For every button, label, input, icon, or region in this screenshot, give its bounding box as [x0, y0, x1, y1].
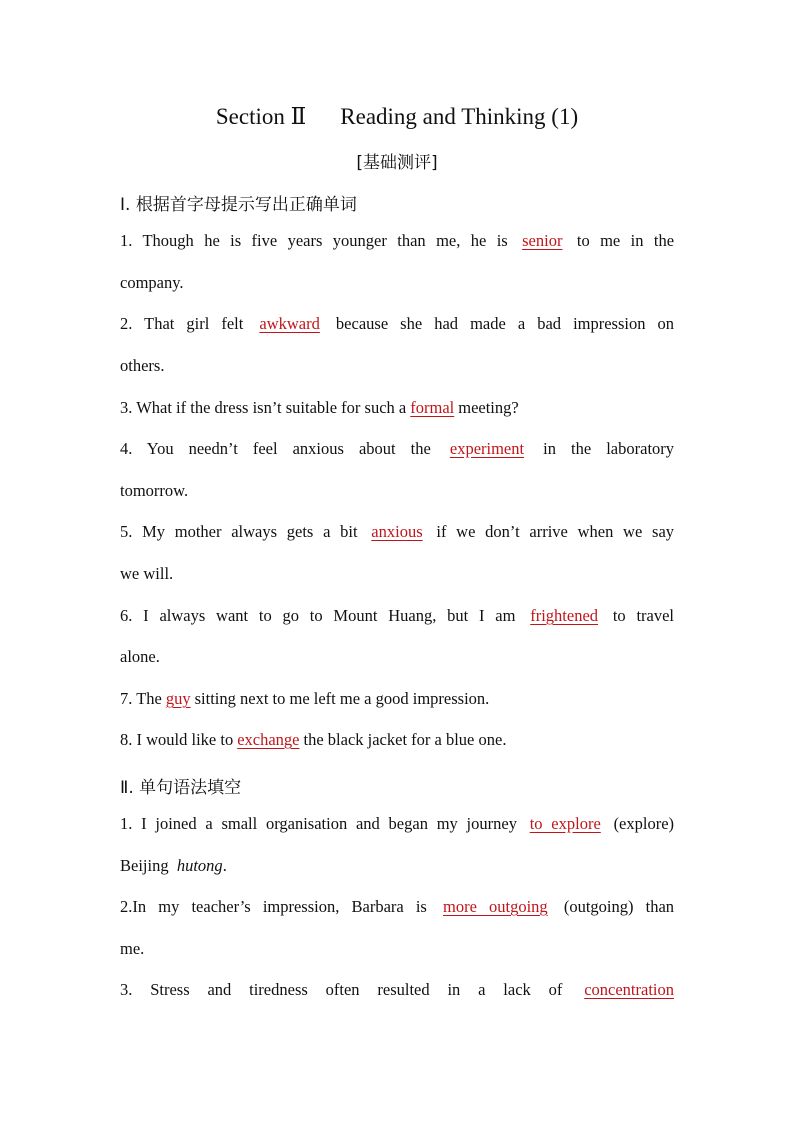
answer-3: formal [410, 398, 455, 417]
question-6: 6. I always want to go to Mount Huang, but I am frightened to travel [120, 606, 675, 625]
answer-6: frightened [530, 606, 599, 625]
section-label: Section Ⅱ [215, 104, 307, 129]
answer-8: exchange [237, 730, 300, 749]
question-6-continued: alone. [120, 647, 160, 666]
answer-5: anxious [371, 522, 423, 541]
question-3: 3. What if the dress isn’t suitable for such a formal meeting? [120, 398, 519, 417]
grammar-question-3: 3. Stress and tiredness often resulted in a lack of concentration [120, 980, 674, 999]
question-1: 1. Though he is five years younger than me, he is senior to me in the [120, 231, 675, 250]
grammar-answer-2: more outgoing [442, 897, 548, 916]
answer-2: awkward [259, 314, 320, 333]
question-1-continued: company. [120, 273, 184, 292]
grammar-question-2: 2.In my teacher’s impression, Barbara is more outgoing (outgoing) than [120, 897, 675, 916]
answer-4: experiment [449, 439, 525, 458]
question-5-continued: we will. [120, 564, 174, 583]
question-8: 8. I would like to exchange the black jacket for a blue one. [120, 730, 507, 749]
grammar-question-1: 1. I joined a small organisation and began my journey to explore (explore) [120, 814, 675, 833]
grammar-answer-3: concentration [584, 980, 674, 999]
grammar-question-1-continued: Beijing hutong. [120, 856, 227, 875]
page-subtitle: [基础测评] [356, 153, 438, 173]
grammar-question-2-continued: me. [120, 939, 145, 958]
answer-7: guy [165, 689, 191, 708]
part2-heading: Ⅱ. 单句语法填空 [120, 778, 242, 798]
question-4: 4. You needn’t feel anxious about the experiment in the laboratory [120, 439, 675, 458]
question-7: 7. The guy sitting next to me left me a good impression. [120, 689, 490, 708]
part1-heading: Ⅰ. 根据首字母提示写出正确单词 [120, 195, 357, 215]
question-4-continued: tomorrow. [120, 481, 189, 500]
question-5: 5. My mother always gets a bit anxious if we don’t arrive when we say [120, 522, 675, 541]
question-2-continued: others. [120, 356, 165, 375]
page-title [0, 104, 794, 130]
answer-1: senior [522, 231, 563, 250]
grammar-answer-1: to explore [529, 814, 601, 833]
question-2: 2. That girl felt awkward because she had made a bad impression on [120, 314, 675, 333]
lesson-title: Reading and Thinking (1) [340, 104, 579, 129]
